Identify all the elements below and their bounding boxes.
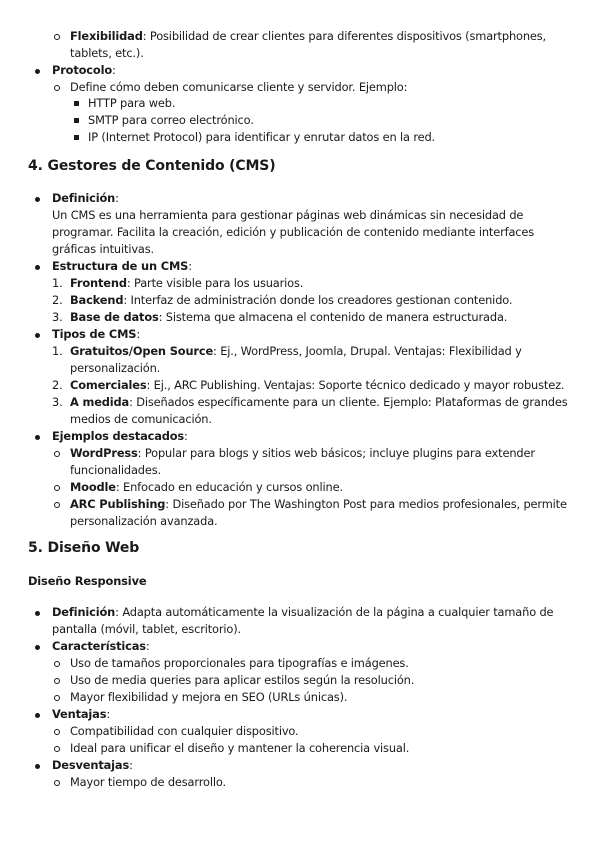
cms-type-item-cont: medios de comunicación. — [70, 412, 212, 426]
web-dis-item: Mayor tiempo de desarrollo. — [70, 775, 226, 789]
circle-bullet-icon — [54, 34, 60, 40]
structure-item-text: : Parte visible para los usuarios. — [126, 276, 304, 290]
web-dis-colon: : — [129, 758, 133, 772]
circle-bullet-icon — [54, 678, 60, 684]
web-char-colon: : — [145, 639, 150, 653]
web-char-label: Características — [52, 639, 146, 653]
square-bullet-icon — [74, 118, 79, 123]
cms-types-label-row — [52, 327, 140, 341]
type-item-text: : Diseñados específicamente para un cliente. Ejemplo: Plataformas de grandes — [129, 395, 568, 409]
circle-bullet-icon — [54, 780, 60, 786]
example-item-label: WordPress — [70, 446, 138, 460]
disc-bullet-icon — [35, 645, 40, 650]
cms-example-item-cont: funcionalidades. — [70, 463, 161, 477]
web-design-heading: 5. Diseño Web — [28, 540, 140, 556]
example-item-text: : Popular para blogs y sitios web básicos; incluye plugins para extender — [137, 446, 535, 460]
list-number: 1. — [52, 276, 63, 290]
web-dis-label-row — [52, 758, 133, 772]
cms-heading: 4. Gestores de Contenido (CMS) — [28, 158, 276, 174]
protocol-item-http: HTTP para web. — [88, 96, 176, 110]
web-definition-text: : Adapta automáticamente la visualización de la página a cualquier tamaño de — [115, 605, 554, 619]
cms-type-item — [70, 378, 564, 392]
example-item-text: : Enfocado en educación y cursos online. — [115, 480, 343, 494]
flexibilidad-text-cont: tablets, etc.). — [70, 46, 144, 60]
cms-definition-line: Un CMS es una herramienta para gestionar páginas web dinámicas sin necesidad de — [52, 208, 524, 222]
type-item-label: Comerciales — [70, 378, 147, 392]
circle-bullet-icon — [54, 485, 60, 491]
cms-definition-line: programar. Facilita la creación, edición y publicación de contenido mediante interfaces — [52, 225, 535, 239]
protocol-item-smtp: SMTP para correo electrónico. — [88, 113, 254, 127]
web-adv-colon: : — [106, 707, 111, 721]
circle-bullet-icon — [54, 502, 60, 508]
list-number: 1. — [52, 344, 63, 358]
web-definition-cont: pantalla (móvil, tablet, escritorio). — [52, 622, 242, 636]
cms-example-item — [70, 446, 535, 460]
cms-examples-colon: : — [184, 429, 188, 443]
circle-bullet-icon — [54, 85, 60, 91]
responsive-subheading: Diseño Responsive — [28, 574, 147, 588]
disc-bullet-icon — [35, 435, 40, 440]
circle-bullet-icon — [54, 695, 60, 701]
web-adv-item: Compatibilidad con cualquier dispositivo. — [70, 724, 299, 738]
cms-type-item-cont: personalización. — [70, 361, 161, 375]
structure-item-text: : Sistema que almacena el contenido de manera estructurada. — [158, 310, 508, 324]
example-item-label: ARC Publishing — [70, 497, 166, 511]
circle-bullet-icon — [54, 451, 60, 457]
flexibilidad-text: : Posibilidad de crear clientes para diferentes dispositivos (smartphones, — [142, 29, 547, 43]
type-item-text: : Ej., ARC Publishing. Ventajas: Soporte técnico dedicado y mayor robustez. — [146, 378, 565, 392]
cms-definition-label: Definición — [52, 191, 116, 205]
web-dis-label: Desventajas — [52, 758, 130, 772]
disc-bullet-icon — [35, 611, 40, 616]
cms-structure-item — [70, 310, 507, 324]
web-adv-label: Ventajas — [52, 707, 107, 721]
circle-bullet-icon — [54, 746, 60, 752]
cms-structure-label: Estructura de un CMS — [52, 259, 189, 273]
flexibilidad-item — [70, 29, 546, 43]
list-number: 3. — [52, 310, 63, 324]
cms-definition-line: gráficas intuitivas. — [52, 242, 155, 256]
type-item-label: Gratuitos/Open Source — [70, 344, 214, 358]
web-adv-item: Ideal para unificar el diseño y mantener la coherencia visual. — [70, 741, 410, 755]
example-item-text: : Diseñado por The Washington Post para medios profesionales, permite — [165, 497, 567, 511]
cms-example-item — [70, 480, 343, 494]
protocolo-definition: Define cómo deben comunicarse cliente y servidor. Ejemplo: — [70, 80, 408, 94]
web-adv-label-row — [52, 707, 110, 721]
structure-item-text: : Interfaz de administración donde los creadores gestionan contenido. — [123, 293, 513, 307]
protocolo-colon: : — [112, 63, 116, 77]
web-char-item: Uso de tamaños proporcionales para tipografías e imágenes. — [70, 656, 409, 670]
type-item-label: A medida — [70, 395, 130, 409]
circle-bullet-icon — [54, 661, 60, 667]
cms-structure-item — [70, 293, 512, 307]
cms-structure-label-row — [52, 259, 192, 273]
disc-bullet-icon — [35, 713, 40, 718]
web-char-item: Uso de media queries para aplicar estilos según la resolución. — [70, 673, 415, 687]
protocolo-label: Protocolo — [52, 63, 113, 77]
example-item-label: Moodle — [70, 480, 116, 494]
cms-definition-colon: : — [115, 191, 119, 205]
web-definition-item — [52, 605, 553, 619]
type-item-text: : Ej., WordPress, Joomla, Drupal. Ventajas: Flexibilidad y — [213, 344, 522, 358]
structure-item-label: Backend — [70, 293, 124, 307]
cms-types-colon: : — [136, 327, 141, 341]
disc-bullet-icon — [35, 333, 40, 338]
list-number: 3. — [52, 395, 63, 409]
cms-examples-label: Ejemplos destacados — [52, 429, 185, 443]
cms-type-item — [70, 344, 522, 358]
protocol-item-ip: IP (Internet Protocol) para identificar y enrutar datos en la red. — [88, 130, 436, 144]
cms-definition-label-row — [52, 191, 119, 205]
disc-bullet-icon — [35, 197, 40, 202]
web-char-label-row — [52, 639, 150, 653]
cms-example-item — [70, 497, 567, 511]
structure-item-label: Frontend — [70, 276, 127, 290]
disc-bullet-icon — [35, 69, 40, 74]
flexibilidad-label: Flexibilidad — [70, 29, 143, 43]
list-number: 2. — [52, 293, 63, 307]
disc-bullet-icon — [35, 764, 40, 769]
protocolo-item — [52, 63, 116, 77]
cms-structure-colon: : — [188, 259, 192, 273]
cms-structure-item — [70, 276, 303, 290]
structure-item-label: Base de datos — [70, 310, 159, 324]
square-bullet-icon — [74, 101, 79, 106]
web-definition-label: Definición — [52, 605, 116, 619]
web-char-item: Mayor flexibilidad y mejora en SEO (URLs únicas). — [70, 690, 348, 704]
list-number: 2. — [52, 378, 63, 392]
cms-type-item — [70, 395, 568, 409]
cms-types-label: Tipos de CMS — [52, 327, 137, 341]
cms-example-item-cont: personalización avanzada. — [70, 514, 218, 528]
cms-examples-label-row — [52, 429, 188, 443]
disc-bullet-icon — [35, 265, 40, 270]
circle-bullet-icon — [54, 729, 60, 735]
square-bullet-icon — [74, 135, 79, 140]
